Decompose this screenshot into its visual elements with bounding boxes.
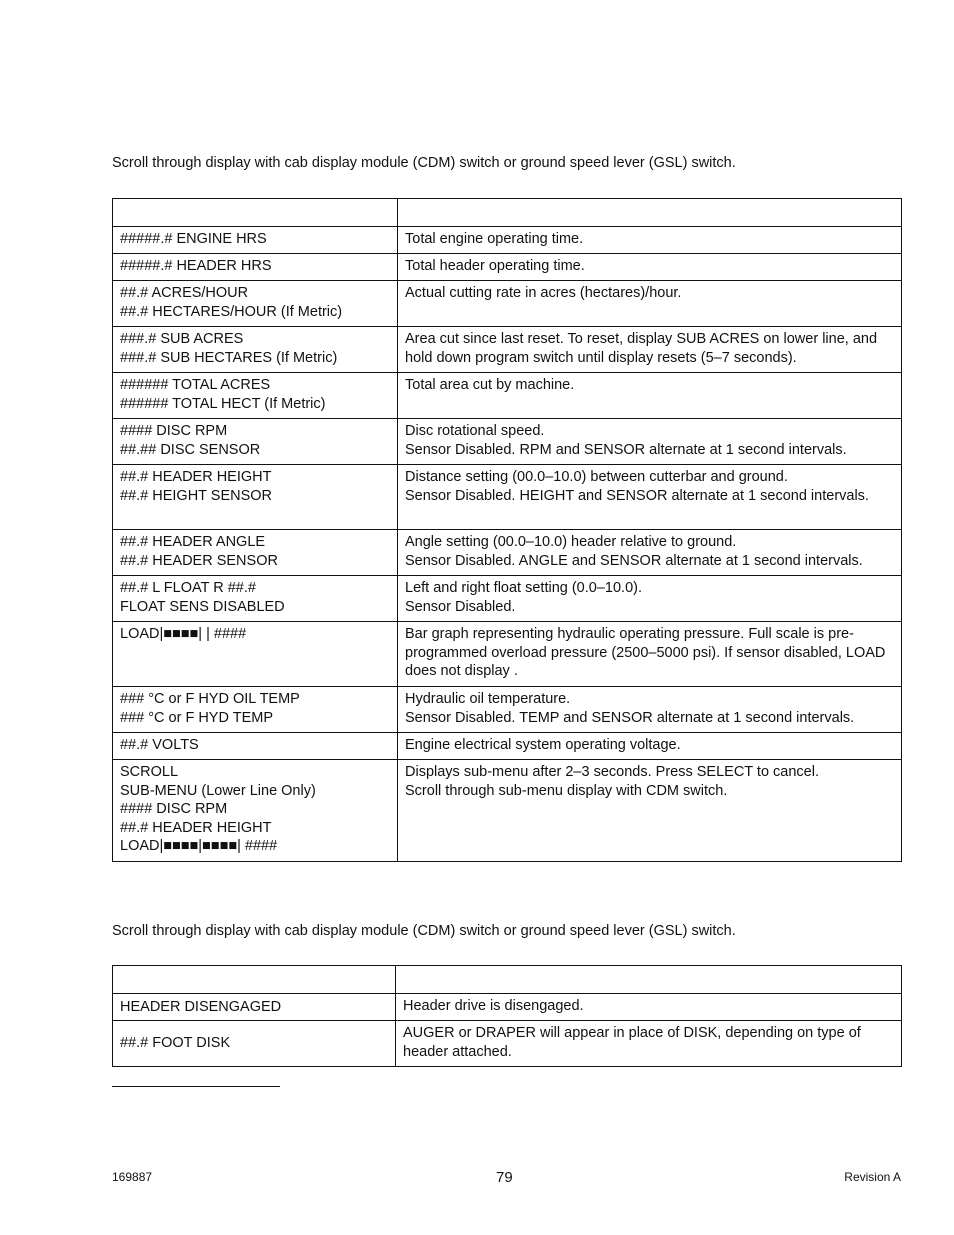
description-cell [398, 281, 902, 327]
table-row [113, 994, 902, 1021]
description-cell [398, 465, 902, 530]
description-line: Header drive is disengaged. [403, 998, 584, 1014]
display-text-line: ##.# HEIGHT SENSOR [120, 487, 273, 504]
table-row [113, 1021, 902, 1067]
display-text-cell [113, 760, 398, 862]
display-text-cell [113, 1021, 396, 1067]
section-2-intro: Scroll through display with cab display module (CDM) switch or ground speed lever (GSL) switch. [112, 923, 736, 939]
display-text-cell [113, 373, 398, 419]
display-text-cell [113, 994, 396, 1021]
header-cell [113, 966, 396, 994]
description-line: Scroll through sub-menu display with CDM switch. [405, 782, 728, 799]
display-text-line: HEADER DISENGAGED [120, 998, 282, 1015]
table-header-row [113, 199, 902, 227]
description-cell [398, 622, 902, 687]
description-cell [398, 733, 902, 760]
display-text-line: LOAD|■■■■| | #### [120, 626, 247, 642]
description-line: Actual cutting rate in acres (hectares)/hour. [405, 285, 682, 301]
header-cell [398, 199, 902, 227]
description-cell [398, 760, 902, 862]
table-row [113, 419, 902, 465]
table-row [113, 733, 902, 760]
display-text-line: ##.## DISC SENSOR [120, 441, 261, 458]
display-text-line: ###### TOTAL ACRES [120, 377, 271, 393]
description-cell [398, 530, 902, 576]
description-cell [396, 994, 902, 1021]
description-cell [398, 576, 902, 622]
table-row [113, 622, 902, 687]
description-line: Total header operating time. [405, 258, 585, 274]
display-text-line: ### °C or F HYD TEMP [120, 709, 273, 726]
display-text-line: LOAD|■■■■|■■■■| #### [120, 838, 278, 854]
description-line: Disc rotational speed. [405, 423, 545, 439]
description-cell [396, 1021, 902, 1067]
doc-number: 169887 [112, 1170, 153, 1184]
table-row [113, 227, 902, 254]
display-text-line: ###### TOTAL HECT (If Metric) [120, 395, 326, 412]
display-text-cell [113, 227, 398, 254]
display-text-cell [113, 419, 398, 465]
description-line: Total engine operating time. [405, 231, 584, 247]
table-row [113, 281, 902, 327]
description-line: Sensor Disabled. HEIGHT and SENSOR alternate at 1 second intervals. [405, 487, 869, 504]
description-line: Displays sub-menu after 2–3 seconds. Press SELECT to cancel. [405, 764, 819, 780]
display-text-cell [113, 687, 398, 733]
display-text-cell [113, 733, 398, 760]
table-row [113, 373, 902, 419]
description-line: Sensor Disabled. ANGLE and SENSOR alternate at 1 second intervals. [405, 552, 863, 569]
display-text-cell [113, 327, 398, 373]
display-text-line: #### DISC RPM [120, 801, 228, 817]
display-text-cell [113, 254, 398, 281]
display-text-line: ##.# FOOT DISK [120, 1035, 231, 1052]
header-cell [113, 199, 398, 227]
display-text-line: ##.# HEADER HEIGHT [120, 469, 272, 485]
display-text-line: ### °C or F HYD OIL TEMP [120, 691, 300, 707]
description-line: Bar graph representing hydraulic operating pressure. Full scale is pre-programmed overload pressure (2500–5000 psi). If sensor disabled, LOAD does not display . [405, 626, 886, 679]
display-text-line: ##.# HEADER SENSOR [120, 552, 278, 569]
display-text-line: FLOAT SENS DISABLED [120, 598, 285, 615]
display-text-line: ##.# L FLOAT R ##.# [120, 580, 256, 596]
display-text-line: ##.# HEADER ANGLE [120, 534, 266, 550]
description-line: Engine electrical system operating voltage. [405, 737, 681, 753]
description-cell [398, 419, 902, 465]
description-line: Distance setting (00.0–10.0) between cutterbar and ground. [405, 469, 788, 485]
display-text-line: ##.# HECTARES/HOUR (If Metric) [120, 303, 343, 320]
description-line: Total area cut by machine. [405, 377, 575, 393]
display-text-cell [113, 576, 398, 622]
display-text-cell [113, 465, 398, 530]
description-line: Left and right float setting (0.0–10.0). [405, 580, 642, 596]
description-line: Hydraulic oil temperature. [405, 691, 571, 707]
display-text-line: ###.# SUB HECTARES (If Metric) [120, 349, 338, 366]
display-text-line: #### DISC RPM [120, 423, 228, 439]
display-text-cell [113, 530, 398, 576]
display-messages-table-1 [112, 198, 902, 862]
table-row [113, 465, 902, 530]
header-cell [396, 966, 902, 994]
display-text-line: #####.# ENGINE HRS [120, 231, 267, 247]
display-text-cell [113, 622, 398, 687]
display-messages-table-2 [112, 965, 902, 1067]
description-cell [398, 254, 902, 281]
description-line: AUGER or DRAPER will appear in place of DISK, depending on type of header attached. [403, 1025, 861, 1060]
table-row [113, 530, 902, 576]
display-text-line: ##.# ACRES/HOUR [120, 285, 249, 301]
revision-label: Revision A [844, 1170, 901, 1184]
table-row [113, 254, 902, 281]
description-line: Sensor Disabled. TEMP and SENSOR alternate at 1 second intervals. [405, 709, 855, 726]
section-1-intro: Scroll through display with cab display module (CDM) switch or ground speed lever (GSL) switch. [112, 155, 736, 171]
description-line: Angle setting (00.0–10.0) header relative to ground. [405, 534, 737, 550]
description-line: Area cut since last reset. To reset, display SUB ACRES on lower line, and hold down program switch until display resets (5–7 seconds). [405, 331, 878, 366]
display-text-line: ###.# SUB ACRES [120, 331, 244, 347]
display-text-line: SUB-MENU (Lower Line Only) [120, 782, 316, 799]
table-header-row [113, 966, 902, 994]
table-row [113, 760, 902, 862]
description-line: Sensor Disabled. RPM and SENSOR alternate at 1 second intervals. [405, 441, 847, 458]
display-text-line: #####.# HEADER HRS [120, 258, 272, 274]
description-cell [398, 327, 902, 373]
table-row [113, 576, 902, 622]
footnote-rule [112, 1086, 280, 1087]
description-cell [398, 687, 902, 733]
description-line: Sensor Disabled. [405, 598, 516, 615]
page-number: 79 [496, 1169, 513, 1186]
display-text-line: ##.# VOLTS [120, 737, 199, 753]
description-cell [398, 227, 902, 254]
description-cell [398, 373, 902, 419]
display-text-line: ##.# HEADER HEIGHT [120, 819, 272, 836]
display-text-cell [113, 281, 398, 327]
display-text-line: SCROLL [120, 764, 179, 780]
table-row [113, 327, 902, 373]
table-row [113, 687, 902, 733]
